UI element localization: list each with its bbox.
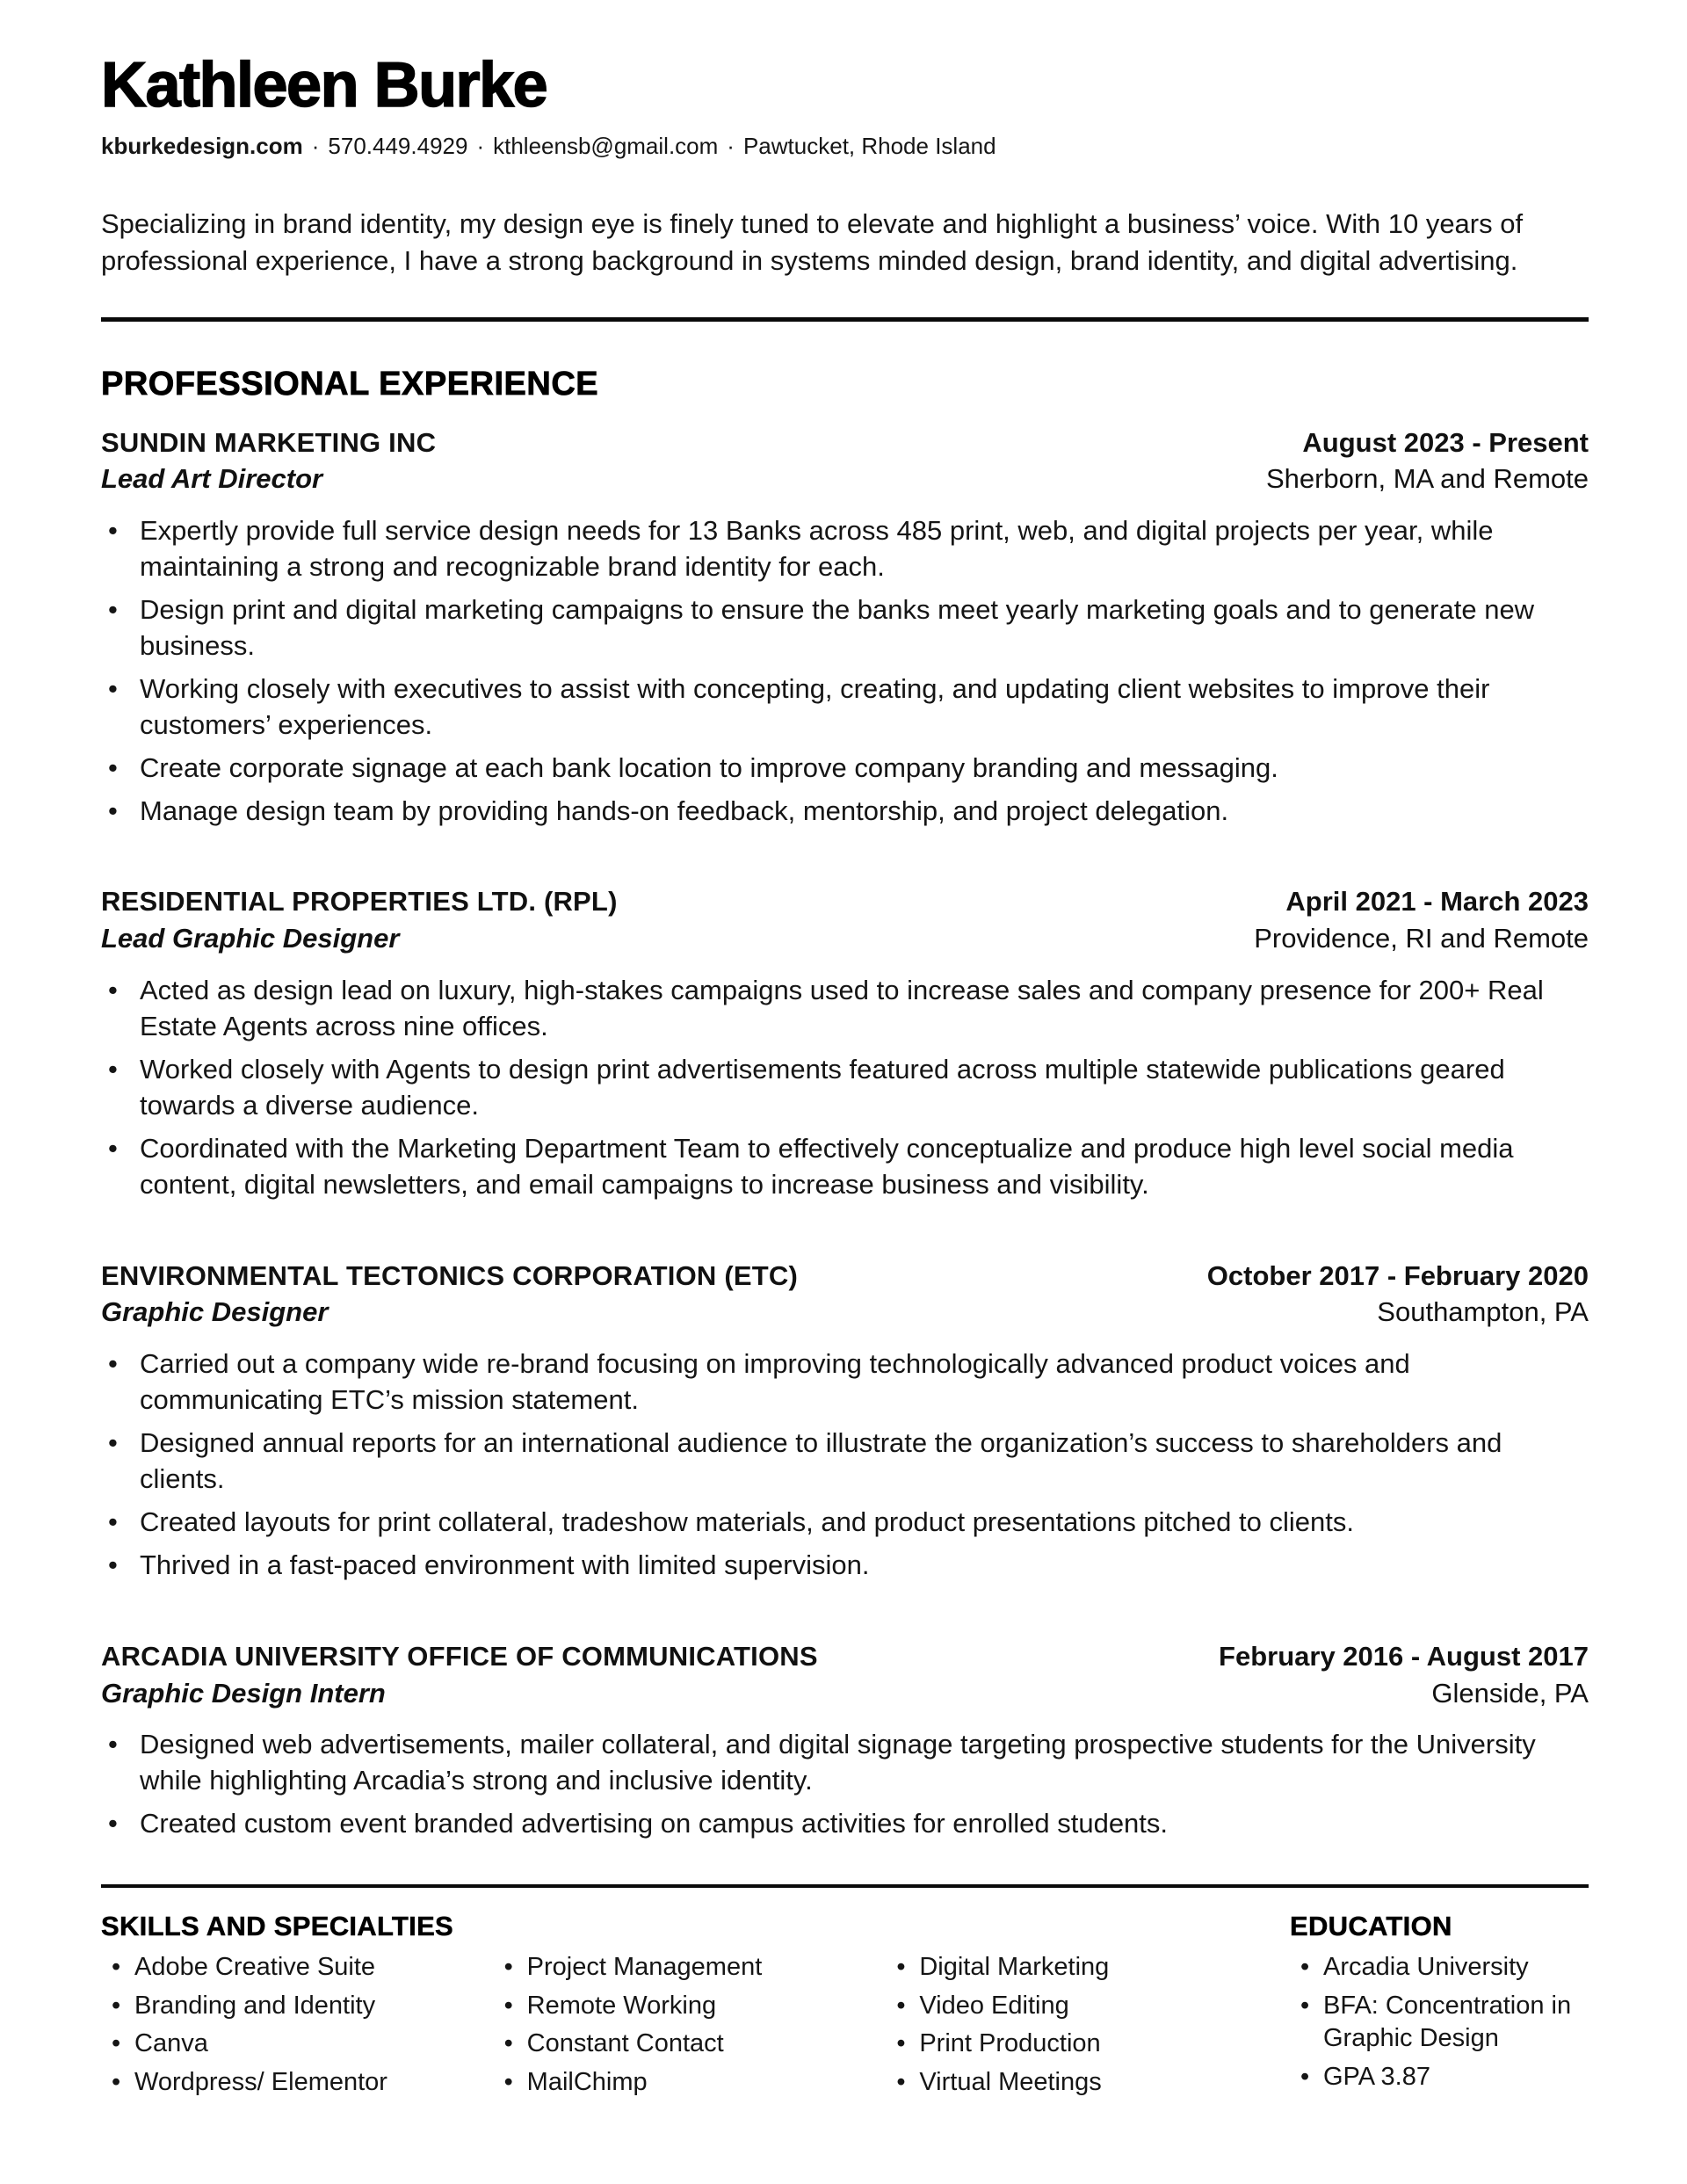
job-dates: February 2016 - August 2017 (1219, 1640, 1589, 1672)
bottom-divider (101, 1884, 1589, 1888)
contact-separator: · (311, 133, 320, 160)
contact-separator: · (727, 133, 735, 160)
job-bullet-item: • Carried out a company wide re-brand focusing on improving technologically advanced product voices and communicating ETC’s mission statement. (101, 1346, 1589, 1419)
candidate-name: Kathleen Burke (101, 50, 547, 120)
job-header-row (101, 883, 1589, 920)
job-header-row (101, 1638, 1589, 1675)
job-sundin-marketing (101, 424, 1589, 830)
skills-column-2 (494, 1951, 887, 2105)
company-name: RESIDENTIAL PROPERTIES LTD. (RPL) (101, 886, 618, 918)
job-bullet-item: • Design print and digital marketing campaigns to ensure the banks meet yearly marketing goals and to generate new business. (101, 592, 1589, 664)
company-name: ARCADIA UNIVERSITY OFFICE OF COMMUNICATIONS (101, 1640, 818, 1672)
education-item: • Arcadia University (1290, 1951, 1589, 1984)
experience-section-heading: PROFESSIONAL EXPERIENCE (101, 365, 599, 403)
job-bullet-item: • Create corporate signage at each bank location to improve company branding and messaging. (101, 751, 1589, 787)
skill-item: • Digital Marketing (886, 1951, 1278, 1984)
job-bullet-item: • Expertly provide full service design needs for 13 Banks across 485 print, web, and digital projects per year, while maintaining a strong and recognizable brand identity for each. (101, 513, 1589, 585)
education-list (1290, 1951, 1589, 2094)
education-item: • GPA 3.87 (1290, 2061, 1589, 2094)
job-bullet-item: • Manage design team by providing hands-on feedback, mentorship, and project delegation. (101, 794, 1589, 830)
job-location: Southampton, PA (1377, 1296, 1589, 1328)
job-header-row (101, 424, 1589, 461)
job-title: Lead Art Director (101, 463, 323, 495)
job-bullet-list (101, 513, 1589, 829)
skills-column-1 (101, 1951, 494, 2105)
contact-email: kthleensb@gmail.com (493, 133, 719, 160)
job-bullet-list (101, 973, 1589, 1202)
skills-heading: SKILLS AND SPECIALTIES (101, 1911, 454, 1942)
skill-item: • Virtual Meetings (886, 2066, 1278, 2100)
skill-item: • Adobe Creative Suite (101, 1951, 494, 1984)
skill-item: • Branding and Identity (101, 1990, 494, 2023)
job-bullet-item: • Created custom event branded advertising on campus activities for enrolled students. (101, 1806, 1589, 1842)
professional-summary: Specializing in brand identity, my design eye is finely tuned to elevate and highlight a business’ voice. With 10 years of professional experience, I have a strong background in systems minded design, brand identity, and digital advertising. (101, 208, 1524, 277)
skill-item: • Print Production (886, 2028, 1278, 2061)
job-title: Lead Graphic Designer (101, 923, 400, 954)
contact-separator: · (476, 133, 485, 160)
job-bullet-item: • Acted as design lead on luxury, high-stakes campaigns used to increase sales and company presence for 200+ Real Estate Agents across nine offices. (101, 973, 1589, 1045)
skills-section (101, 1911, 1278, 2105)
skills-columns (101, 1951, 1278, 2105)
job-bullet-item: • Working closely with executives to assist with concepting, creating, and updating client websites to improve their customers’ experiences. (101, 671, 1589, 744)
education-item: • BFA: Concentration in Graphic Design (1290, 1990, 1589, 2056)
skill-item: • Constant Contact (494, 2028, 887, 2061)
skill-item: • Video Editing (886, 1990, 1278, 2023)
job-subheader-row (101, 920, 1589, 957)
job-dates: April 2021 - March 2023 (1285, 886, 1589, 918)
skill-item: • Wordpress/ Elementor (101, 2066, 494, 2100)
job-location: Sherborn, MA and Remote (1265, 463, 1589, 495)
job-bullet-item: • Designed web advertisements, mailer collateral, and digital signage targeting prospective students for the University while highlighting Arcadia’s strong and inclusive identity. (101, 1727, 1589, 1799)
skill-item: • MailChimp (494, 2066, 887, 2100)
skills-education-row (101, 1911, 1589, 2105)
job-dates: August 2023 - Present (1302, 426, 1589, 458)
job-bullet-list (101, 1346, 1589, 1583)
skill-item: • Remote Working (494, 1990, 887, 2023)
job-title: Graphic Design Intern (101, 1677, 386, 1709)
skills-column-3 (886, 1951, 1278, 2105)
job-environmental-tectonics (101, 1258, 1589, 1584)
job-bullet-list (101, 1727, 1589, 1842)
job-bullet-item: • Worked closely with Agents to design print advertisements featured across multiple statewide publications geared towards a diverse audience. (101, 1052, 1589, 1124)
job-subheader-row (101, 1294, 1589, 1331)
contact-line (101, 133, 1589, 160)
job-subheader-row (101, 461, 1589, 497)
contact-phone: 570.449.4929 (328, 133, 468, 160)
job-title: Graphic Designer (101, 1296, 329, 1328)
contact-location: Pawtucket, Rhode Island (742, 133, 996, 160)
resume-header (101, 51, 1589, 280)
job-bullet-item: • Created layouts for print collateral, tradeshow materials, and product presentations pitched to clients. (101, 1505, 1589, 1541)
job-subheader-row (101, 1675, 1589, 1712)
job-bullet-item: • Thrived in a fast-paced environment with limited supervision. (101, 1548, 1589, 1584)
job-location: Providence, RI and Remote (1254, 923, 1589, 954)
job-arcadia-university (101, 1638, 1589, 1842)
company-name: SUNDIN MARKETING INC (101, 426, 437, 458)
education-section (1290, 1911, 1589, 2105)
skill-item: • Project Management (494, 1951, 887, 1984)
company-name: ENVIRONMENTAL TECTONICS CORPORATION (ETC) (101, 1259, 798, 1291)
job-residential-properties (101, 883, 1589, 1202)
job-location: Glenside, PA (1431, 1677, 1589, 1709)
job-header-row (101, 1258, 1589, 1295)
contact-website: kburkedesign.com (101, 133, 303, 160)
job-bullet-item: • Coordinated with the Marketing Department Team to effectively conceptualize and produce high level social media content, digital newsletters, and email campaigns to increase business and visibility. (101, 1131, 1589, 1203)
job-dates: October 2017 - February 2020 (1206, 1259, 1589, 1291)
education-heading: EDUCATION (1290, 1911, 1452, 1942)
job-bullet-item: • Designed annual reports for an international audience to illustrate the organization’s success to shareholders and clients. (101, 1426, 1589, 1498)
skill-item: • Canva (101, 2028, 494, 2061)
top-divider (101, 317, 1589, 322)
